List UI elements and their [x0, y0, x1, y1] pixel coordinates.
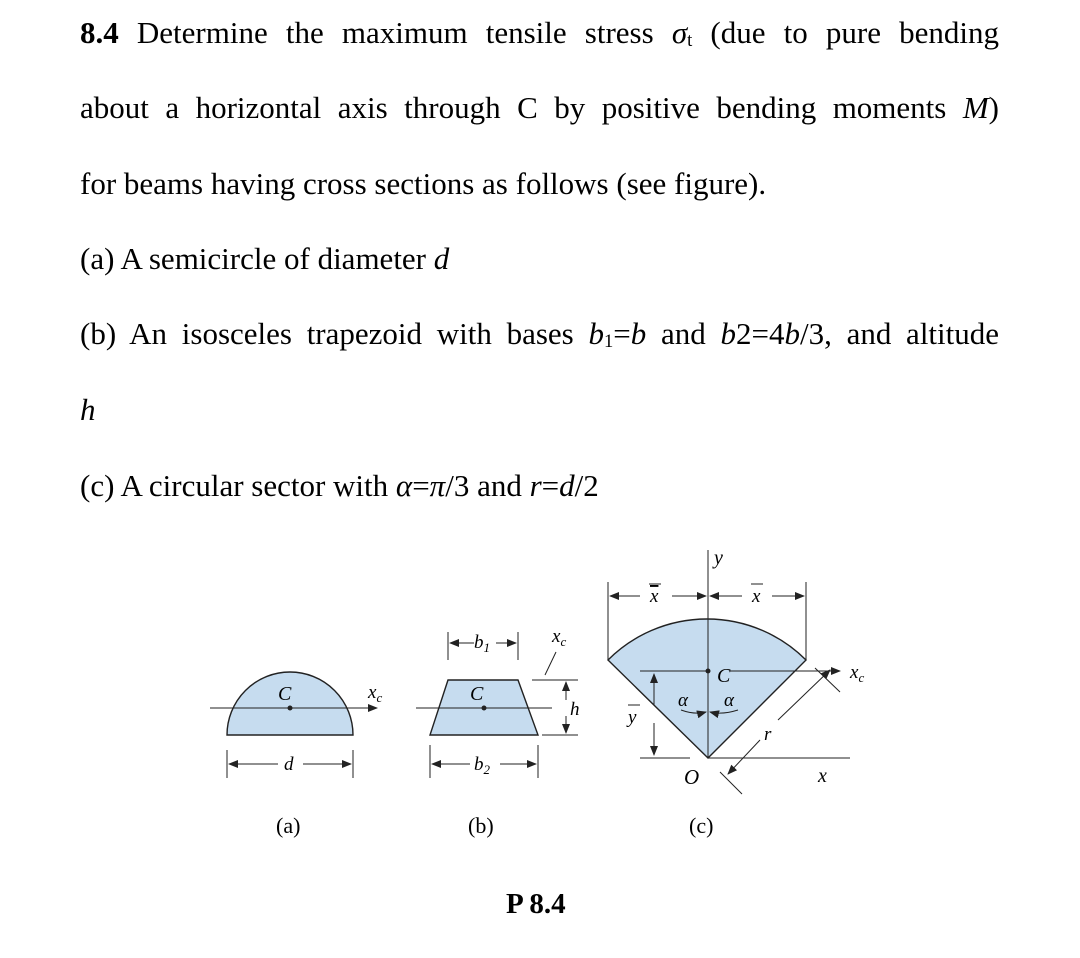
centroid-dot-b — [482, 706, 487, 711]
centroid-label-c: C — [717, 665, 731, 687]
part-c — [80, 470, 599, 501]
label-c: (c) — [689, 813, 714, 838]
figure-caption: P 8.4 — [506, 888, 566, 920]
x-axis-label: x — [818, 765, 827, 787]
b2-label: $b_2$ — [474, 754, 490, 777]
xbar-left-label: x — [650, 586, 659, 607]
cross-sections-figure — [200, 540, 900, 860]
part-c-text: (c) A circular sector with — [80, 468, 389, 503]
intro-text: Determine the maximum tensile stress — [136, 15, 654, 50]
xc-label-b: $x_c$ — [552, 626, 567, 649]
part-b-b2: b — [720, 316, 736, 351]
part-c-d: d — [559, 468, 575, 503]
section-c — [608, 547, 864, 838]
part-c-r: r — [529, 468, 542, 503]
part-b-b3: b — [784, 316, 800, 351]
centroid-label-a: C — [278, 683, 292, 705]
part-c-3: /2 — [574, 468, 599, 503]
xc-label-c: $x_c$ — [850, 662, 865, 685]
y-axis-label: y — [714, 547, 723, 569]
part-c-alpha: α — [395, 468, 413, 503]
sigma-symbol: σ — [671, 15, 688, 50]
problem-line-1 — [80, 17, 999, 50]
xc-label-a: $x_c$ — [368, 682, 383, 705]
intro-tail: (due to pure bending — [710, 15, 999, 50]
xbar-right-label: x — [752, 586, 761, 607]
part-c-eq: = — [412, 468, 430, 503]
label-b: (b) — [468, 813, 494, 838]
problem-line-2 — [80, 92, 999, 123]
line2-text: about a horizontal axis through C by positive bending moments — [80, 90, 947, 125]
h-label: h — [570, 699, 580, 720]
b1-label: $b_1$ — [474, 632, 490, 655]
centroid-label-b: C — [470, 683, 484, 705]
part-c-eq2: = — [541, 468, 560, 503]
problem-line-3: for beams having cross sections as follows (see figure). — [80, 166, 767, 201]
part-b-and: and — [661, 316, 706, 351]
part-b-text: (b) An isosceles trapezoid with bases — [80, 316, 574, 351]
moment-symbol: M — [962, 90, 989, 125]
centroid-dot-c — [706, 669, 711, 674]
xc-pointer-b — [545, 652, 556, 675]
part-b-b1: b — [588, 316, 604, 351]
part-c-2: /3 and — [445, 468, 522, 503]
part-a-text: (a) A semicircle of diameter — [80, 241, 427, 276]
part-a — [80, 243, 449, 274]
centroid-dot-a — [288, 706, 293, 711]
ybar-label: y — [628, 707, 637, 728]
r-label: r — [764, 724, 772, 745]
sigma-subscript: t — [687, 29, 693, 51]
part-b-eq1: = — [613, 316, 631, 351]
part-b-sub1: 1 — [603, 330, 614, 352]
section-b — [416, 626, 580, 838]
alpha-right: α — [724, 690, 734, 711]
sector-shape — [608, 619, 806, 758]
part-a-var: d — [433, 241, 450, 276]
line2-close: ) — [988, 90, 999, 125]
d-dim-label: d — [284, 754, 294, 775]
part-b — [80, 318, 999, 351]
section-a — [210, 672, 382, 838]
origin-label: O — [684, 765, 700, 789]
part-b-2: 2=4 — [736, 316, 785, 351]
part-b-bvar: b — [630, 316, 647, 351]
label-a: (a) — [276, 813, 301, 838]
part-b-3: /3, and altitude — [799, 316, 1000, 351]
part-c-pi: π — [429, 468, 446, 503]
alpha-left: α — [678, 690, 688, 711]
part-b-altitude: h — [80, 392, 96, 427]
problem-number: 8.4 — [80, 15, 119, 50]
